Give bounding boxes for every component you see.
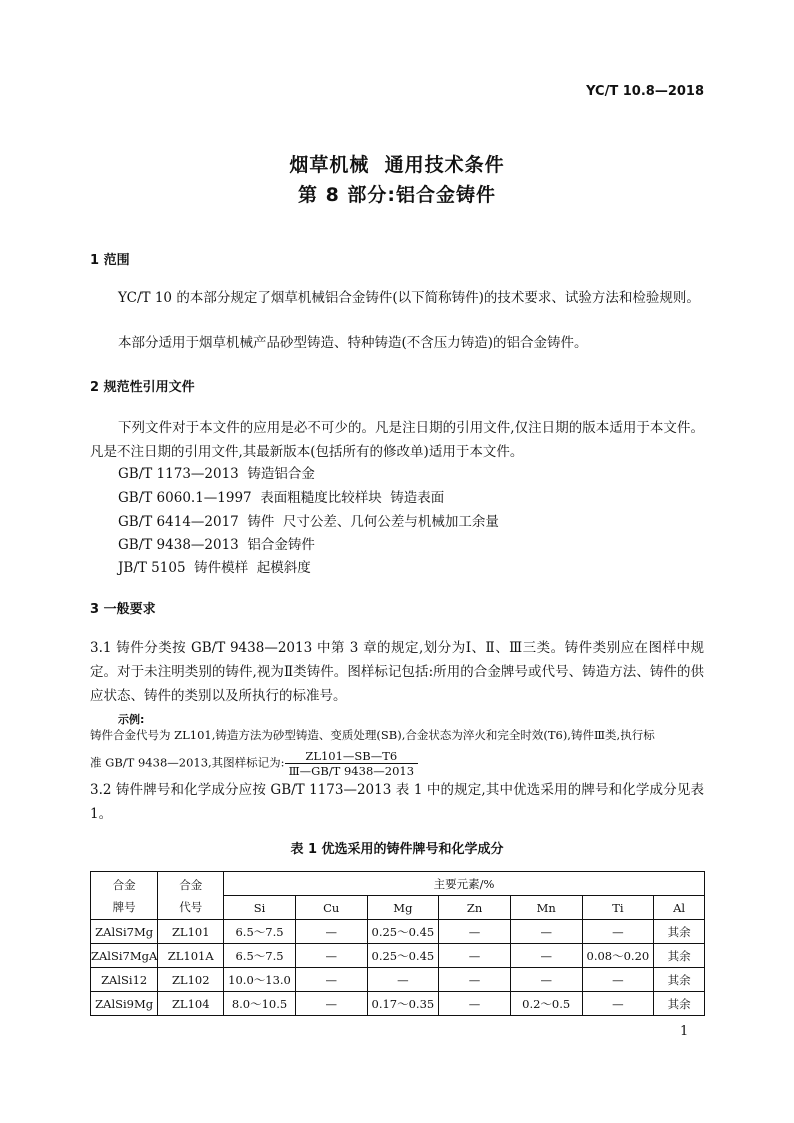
- header-element: Al: [654, 896, 705, 920]
- table-cell: —: [439, 944, 511, 968]
- standard-code: YC/T 10.8—2018: [586, 84, 704, 99]
- table-cell: 其余: [654, 920, 705, 944]
- references-intro-paragraph: 下列文件对于本文件的应用是必不可少的。凡是注日期的引用文件,仅注日期的版本适用于本文件。凡是不注日期的引用文件,其最新版本(包括所有的修改单)适用于本文件。: [90, 420, 704, 460]
- table-cell: —: [582, 968, 654, 992]
- header-element: Si: [224, 896, 296, 920]
- table-cell: —: [295, 992, 367, 1016]
- table-cell: ZAlSi12: [91, 968, 158, 992]
- table-cell: 其余: [654, 968, 705, 992]
- reference-item: JB/T 5105 铸件模样 起模斜度: [118, 560, 311, 576]
- header-element: Ti: [582, 896, 654, 920]
- table-cell: —: [295, 920, 367, 944]
- table-cell: 其余: [654, 992, 705, 1016]
- table-row: [91, 920, 705, 944]
- document-subtitle: 第 8 部分:铝合金铸件: [297, 184, 497, 206]
- table-cell: ZAlSi7MgA: [91, 944, 158, 968]
- table-cell: —: [510, 920, 582, 944]
- table-cell: —: [295, 968, 367, 992]
- table-row: [91, 944, 705, 968]
- table-cell: 0.08～0.20: [582, 944, 654, 968]
- table-cell: 6.5～7.5: [224, 944, 296, 968]
- reference-item: GB/T 6060.1—1997 表面粗糙度比较样块 铸造表面: [118, 490, 445, 506]
- table-cell: —: [295, 944, 367, 968]
- header-element: Zn: [439, 896, 511, 920]
- header-element: Mn: [510, 896, 582, 920]
- example-text-line-1: 铸件合金代号为 ZL101,铸造方法为砂型铸造、变质处理(SB),合金状态为淬火和完全时效(T6),铸件Ⅲ类,执行标: [90, 728, 655, 742]
- table-cell: 0.25～0.45: [367, 944, 439, 968]
- table-cell: —: [439, 992, 511, 1016]
- drawing-mark-fraction: [285, 749, 418, 778]
- table-cell: —: [510, 944, 582, 968]
- table-cell: ZL101: [158, 920, 224, 944]
- header-alloy-code: 合金 代号: [158, 872, 224, 920]
- table-cell: ZL102: [158, 968, 224, 992]
- header-alloy-grade: 合金 牌号: [91, 872, 158, 920]
- table-cell: ZL104: [158, 992, 224, 1016]
- table-cell: —: [510, 968, 582, 992]
- table-cell: —: [582, 920, 654, 944]
- table-cell: —: [582, 992, 654, 1016]
- table-cell: ZAlSi7Mg: [91, 920, 158, 944]
- clause-3-2-paragraph: 3.2 铸件牌号和化学成分应按 GB/T 1173—2013 表 1 中的规定,其中优选采用的牌号和化学成分见表 1。: [90, 782, 704, 822]
- table-row: [91, 992, 705, 1016]
- table-cell: 其余: [654, 944, 705, 968]
- table-cell: ZL101A: [158, 944, 224, 968]
- table-cell: 0.2～0.5: [510, 992, 582, 1016]
- reference-item: GB/T 9438—2013 铝合金铸件: [118, 537, 315, 553]
- clause-3-1-paragraph: 3.1 铸件分类按 GB/T 9438—2013 中第 3 章的规定,划分为Ⅰ、Ⅱ、Ⅲ三类。铸件类别应在图样中规定。对于未注明类别的铸件,视为Ⅱ类铸件。图样标记包括:所用的合金牌号或代号、铸造方法、铸件的供应状态、铸件的类别以及所执行的标准号。: [90, 640, 704, 704]
- header-element: Mg: [367, 896, 439, 920]
- table-cell: —: [439, 920, 511, 944]
- section-heading-normative-references: 2 规范性引用文件: [90, 380, 195, 395]
- section-heading-scope: 1 范围: [90, 253, 130, 268]
- scope-paragraph-2: 本部分适用于烟草机械产品砂型铸造、特种铸造(不含压力铸造)的铝合金铸件。: [118, 335, 588, 351]
- table-cell: 0.25～0.45: [367, 920, 439, 944]
- table-cell: 10.0～13.0: [224, 968, 296, 992]
- table-cell: ZAlSi9Mg: [91, 992, 158, 1016]
- table-row: [91, 968, 705, 992]
- example-text-lead: 准 GB/T 9438—2013,其图样标记为:: [90, 755, 285, 770]
- table-caption: 表 1 优选采用的铸件牌号和化学成分: [290, 842, 504, 857]
- table-cell: 8.0～10.5: [224, 992, 296, 1016]
- table-cell: —: [367, 968, 439, 992]
- header-main-elements: 主要元素/%: [224, 872, 705, 896]
- fraction-denominator: Ⅲ—GB/T 9438—2013: [288, 764, 415, 778]
- page-number: 1: [680, 1024, 689, 1039]
- document-title: 烟草机械 通用技术条件: [289, 154, 505, 176]
- example-label: 示例:: [118, 713, 145, 726]
- table-cell: 0.17～0.35: [367, 992, 439, 1016]
- example-text-line-2: [90, 749, 704, 778]
- table-cell: 6.5～7.5: [224, 920, 296, 944]
- alloy-composition-table: [90, 871, 705, 1016]
- reference-item: GB/T 6414—2017 铸件 尺寸公差、几何公差与机械加工余量: [118, 514, 499, 530]
- scope-paragraph-1: YC/T 10 的本部分规定了烟草机械铝合金铸件(以下简称铸件)的技术要求、试验方法和检验规则。: [118, 290, 700, 306]
- reference-item: GB/T 1173—2013 铸造铝合金: [118, 466, 315, 482]
- header-element: Cu: [295, 896, 367, 920]
- table-cell: —: [439, 968, 511, 992]
- section-heading-general-requirements: 3 一般要求: [90, 602, 156, 617]
- fraction-numerator: ZL101—SB—T6: [285, 749, 418, 764]
